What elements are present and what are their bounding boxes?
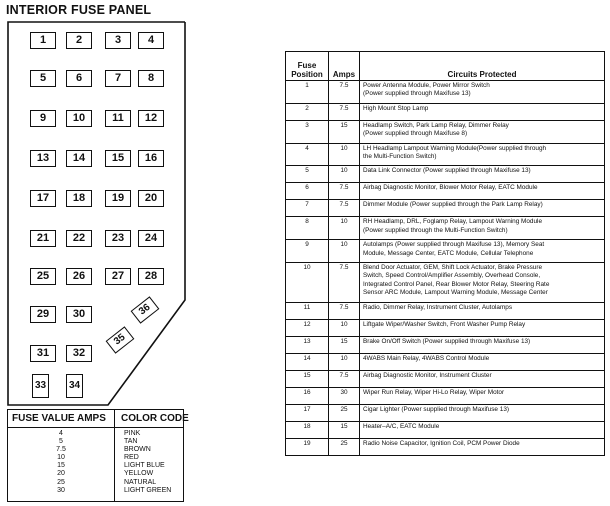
- fuse-29: 29: [30, 306, 56, 323]
- circuit-description-line: Airbag Diagnostic Monitor, Instrument Cluster: [363, 371, 492, 379]
- fuse-color-code: BROWN: [124, 446, 151, 454]
- fuse-position-cell: 18: [286, 421, 329, 438]
- fuse-position-cell: 19: [286, 438, 329, 455]
- circuit-description-line: Integrated Control Panel, Rear Blower Motor Relay, Steering Rate: [363, 280, 550, 288]
- fuse-24: 24: [138, 230, 164, 247]
- amps-cell: 15: [329, 120, 360, 143]
- panel-title: INTERIOR FUSE PANEL: [6, 3, 152, 17]
- header-amps: Amps: [329, 52, 360, 81]
- header-color-code: COLOR CODE: [121, 413, 189, 424]
- fuse-position-cell: 14: [286, 353, 329, 370]
- table-row: [286, 120, 605, 143]
- circuit-description-line: Brake On/Off Switch (Power supplied through Maxifuse 13): [363, 337, 531, 345]
- table-row: [286, 353, 605, 370]
- header-fuse-position-line2: Position: [291, 70, 323, 79]
- circuits-header-row: [286, 52, 605, 81]
- fuse-position-cell: 15: [286, 370, 329, 387]
- circuits-protected-cell: [360, 387, 605, 404]
- circuit-description-line: LH Headlamp Lampout Warning Module(Power supplied through: [363, 144, 547, 152]
- amps-cell: 10: [329, 143, 360, 166]
- fuse-33: 33: [32, 374, 49, 398]
- fuse-6: 6: [66, 70, 92, 87]
- table-row: [286, 319, 605, 336]
- circuits-protected-cell: [360, 183, 605, 200]
- fuse-36: 36: [131, 296, 160, 323]
- fuse-amps-value: 5: [59, 438, 63, 446]
- circuits-protected-cell: [360, 404, 605, 421]
- fuse-color-code: TAN: [124, 438, 138, 446]
- amps-cell: 10: [329, 217, 360, 240]
- table-row: [286, 200, 605, 217]
- amps-cell: 25: [329, 438, 360, 455]
- fuse-color-code: LIGHT BLUE: [124, 462, 165, 470]
- fuse-amps-value: 30: [57, 486, 65, 494]
- circuit-description-line: Switch, Speed Control/Amplifier Assembly, Overhead Console,: [363, 272, 541, 280]
- fuse-13: 13: [30, 150, 56, 167]
- color-table-column-divider: [114, 410, 115, 501]
- amps-cell: 7.5: [329, 370, 360, 387]
- circuit-description-line: Radio Noise Capacitor, Ignition Coil, PCM Power Diode: [363, 439, 520, 447]
- table-row: [286, 370, 605, 387]
- fuse-17: 17: [30, 190, 56, 207]
- amps-cell: 25: [329, 404, 360, 421]
- amps-cell: 30: [329, 387, 360, 404]
- fuse-position-cell: 5: [286, 166, 329, 183]
- circuits-table-body: [286, 81, 605, 456]
- fuse-31: 31: [30, 345, 56, 362]
- table-row: [286, 336, 605, 353]
- table-row: [286, 302, 605, 319]
- fuse-position-cell: 11: [286, 302, 329, 319]
- fuse-amps-value: 15: [57, 462, 65, 470]
- amps-cell: 7.5: [329, 262, 360, 302]
- fuse-2: 2: [66, 32, 92, 49]
- fuse-position-cell: 9: [286, 240, 329, 263]
- fuse-34: 34: [66, 374, 83, 398]
- fuse-color-code: RED: [124, 454, 139, 462]
- fuse-3: 3: [105, 32, 131, 49]
- circuits-protected-cell: [360, 81, 605, 104]
- table-row: [286, 387, 605, 404]
- circuit-description-line: Liftgate Wiper/Washer Switch, Front Washer Pump Relay: [363, 320, 526, 328]
- circuit-description-line: Power Antenna Module, Power Mirror Switch: [363, 82, 490, 89]
- circuits-protected-cell: [360, 166, 605, 183]
- fuse-value-color-table: [7, 409, 189, 502]
- table-row: [286, 404, 605, 421]
- header-fuse-value-amps: FUSE VALUE AMPS: [12, 413, 106, 424]
- table-row: [286, 103, 605, 120]
- fuse-position-cell: 12: [286, 319, 329, 336]
- amps-cell: 10: [329, 240, 360, 263]
- table-row: [286, 438, 605, 455]
- fuse-28: 28: [138, 268, 164, 285]
- fuse-amps-value: 10: [57, 454, 65, 462]
- amps-cell: 7.5: [329, 183, 360, 200]
- header-fuse-position: [286, 52, 329, 81]
- circuits-protected-cell: [360, 262, 605, 302]
- circuit-description-line: Module, Message Center, EATC Module, Cellular Telephone: [363, 249, 534, 257]
- fuse-35: 35: [106, 326, 135, 353]
- table-row: [286, 240, 605, 263]
- fuse-32: 32: [66, 345, 92, 362]
- circuit-description-line: the Multi-Function Switch): [363, 153, 437, 160]
- circuit-description-line: (Power supplied through Maxifuse 8): [363, 130, 468, 138]
- fuse-position-cell: 6: [286, 183, 329, 200]
- amps-cell: 10: [329, 353, 360, 370]
- fuse-position-cell: 8: [286, 217, 329, 240]
- table-row: [286, 217, 605, 240]
- circuits-protected-cell: [360, 217, 605, 240]
- fuse-color-code: NATURAL: [124, 478, 157, 486]
- fuse-22: 22: [66, 230, 92, 247]
- amps-cell: 7.5: [329, 302, 360, 319]
- fuse-19: 19: [105, 190, 131, 207]
- table-row: [286, 81, 605, 104]
- circuits-protected-cell: [360, 370, 605, 387]
- circuit-description-line: Radio, Dimmer Relay, Instrument Cluster, Autolamps: [363, 303, 513, 311]
- fuse-18: 18: [66, 190, 92, 207]
- fuse-15: 15: [105, 150, 131, 167]
- circuits-protected-cell: [360, 319, 605, 336]
- fuse-color-code: PINK: [124, 430, 141, 437]
- circuits-protected-cell: [360, 438, 605, 455]
- circuit-description-line: Cigar Lighter (Power supplied through Maxifuse 13): [363, 405, 509, 413]
- circuits-protected-cell: [360, 336, 605, 353]
- amps-column: [8, 430, 114, 495]
- fuse-7: 7: [105, 70, 131, 87]
- circuit-description-line: Wiper Run Relay, Wiper Hi-Lo Relay, Wiper Motor: [363, 388, 505, 396]
- circuit-description-line: Airbag Diagnostic Monitor, Blower Motor Relay, EATC Module: [363, 184, 538, 192]
- header-circuits-protected: Circuits Protected: [360, 52, 605, 81]
- fuse-5: 5: [30, 70, 56, 87]
- fuse-23: 23: [105, 230, 131, 247]
- amps-cell: 7.5: [329, 200, 360, 217]
- circuit-description-line: Data Link Connector (Power supplied through Maxifuse 13): [363, 167, 531, 175]
- fuse-position-cell: 16: [286, 387, 329, 404]
- circuits-protected-cell: [360, 143, 605, 166]
- amps-cell: 15: [329, 336, 360, 353]
- circuits-protected-cell: [360, 240, 605, 263]
- fuse-position-cell: 2: [286, 103, 329, 120]
- fuse-amps-value: 4: [59, 430, 63, 437]
- circuit-description-line: Blend Door Actuator, GEM, Shift Lock Actuator, Brake Pressure: [363, 263, 543, 271]
- circuit-description-line: RH Headlamp, DRL, Foglamp Relay, Lampout Warning Module: [363, 218, 543, 226]
- table-row: [286, 421, 605, 438]
- circuits-protected-cell: [360, 103, 605, 120]
- amps-cell: 7.5: [329, 81, 360, 104]
- circuits-protected-table: [285, 51, 605, 456]
- fuse-amps-value: 20: [57, 470, 65, 478]
- table-row: [286, 262, 605, 302]
- fuse-position-cell: 1: [286, 81, 329, 104]
- fuse-4: 4: [138, 32, 164, 49]
- circuits-protected-cell: [360, 200, 605, 217]
- fuse-30: 30: [66, 306, 92, 323]
- color-table-header-divider: [8, 427, 183, 428]
- fuse-16: 16: [138, 150, 164, 167]
- circuit-description-line: Sensor ARC Module, Lampout Warning Module, Message Center: [363, 289, 548, 297]
- circuits-protected-cell: [360, 120, 605, 143]
- fuse-9: 9: [30, 110, 56, 127]
- circuit-description-line: Heater–A/C, EATC Module: [363, 422, 440, 430]
- circuit-description-line: 4WABS Main Relay, 4WABS Control Module: [363, 354, 490, 362]
- fuse-position-cell: 3: [286, 120, 329, 143]
- circuit-description-line: High Mount Stop Lamp: [363, 104, 429, 112]
- fuse-position-cell: 13: [286, 336, 329, 353]
- amps-cell: 7.5: [329, 103, 360, 120]
- fuse-8: 8: [138, 70, 164, 87]
- fuse-26: 26: [66, 268, 92, 285]
- fuse-25: 25: [30, 268, 56, 285]
- amps-cell: 10: [329, 319, 360, 336]
- fuse-10: 10: [66, 110, 92, 127]
- fuse-position-cell: 17: [286, 404, 329, 421]
- amps-cell: 10: [329, 166, 360, 183]
- circuits-protected-cell: [360, 302, 605, 319]
- fuse-amps-value: 25: [57, 478, 65, 486]
- fuse-20: 20: [138, 190, 164, 207]
- fuse-position-cell: 4: [286, 143, 329, 166]
- fuse-color-code: LIGHT GREEN: [124, 486, 172, 494]
- fuse-11: 11: [105, 110, 131, 127]
- fuse-21: 21: [30, 230, 56, 247]
- circuits-protected-cell: [360, 353, 605, 370]
- circuit-description-line: Headlamp Switch, Park Lamp Relay, Dimmer Relay: [363, 121, 509, 129]
- color-column: [124, 430, 171, 495]
- circuit-description-line: (Power supplied through the Multi-Function Switch): [363, 226, 508, 234]
- fuse-14: 14: [66, 150, 92, 167]
- amps-cell: 15: [329, 421, 360, 438]
- table-row: [286, 143, 605, 166]
- fuse-position-cell: 10: [286, 262, 329, 302]
- circuit-description-line: Dimmer Module (Power supplied through the Park Lamp Relay): [363, 201, 543, 209]
- header-fuse-position-line1: Fuse: [297, 61, 317, 70]
- fuse-1: 1: [30, 32, 56, 49]
- circuit-description-line: (Power supplied through Maxifuse 13): [363, 90, 471, 98]
- fuse-color-code: YELLOW: [124, 470, 154, 478]
- fuse-27: 27: [105, 268, 131, 285]
- fuse-position-cell: 7: [286, 200, 329, 217]
- circuit-description-line: Autolamps (Power supplied through Maxifuse 13), Memory Seat: [363, 241, 545, 249]
- table-row: [286, 166, 605, 183]
- circuits-protected-cell: [360, 421, 605, 438]
- fuse-amps-value: 7.5: [56, 446, 66, 454]
- table-row: [286, 183, 605, 200]
- fuse-12: 12: [138, 110, 164, 127]
